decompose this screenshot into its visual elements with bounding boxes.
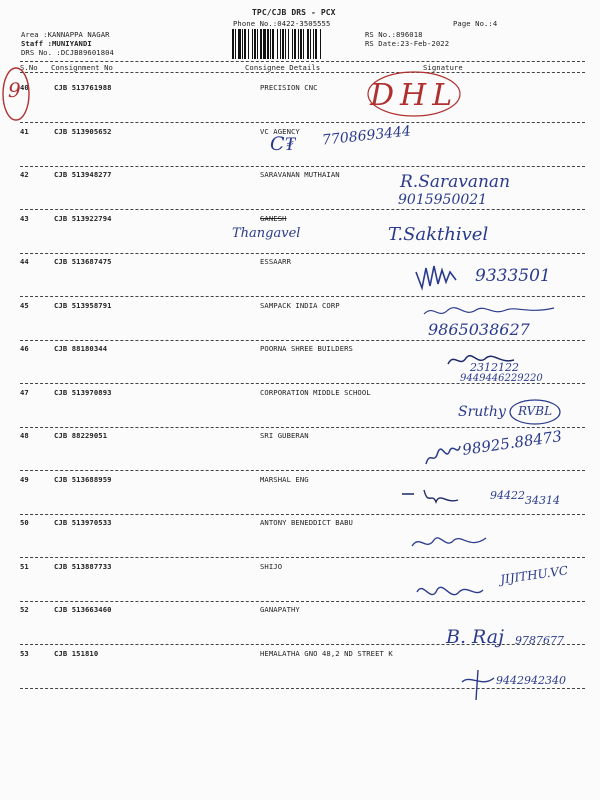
row-serial-number: 41 [20, 127, 29, 136]
row-consignee: ANTONY BENEDDICT BABU [260, 518, 353, 527]
page-number: Page No.:4 [453, 19, 498, 28]
row43-signature: T.Sakthivel [388, 224, 489, 245]
row-consignee: POORNA SHREE BUILDERS [260, 344, 353, 353]
row-consignment-number: CJB 513970533 [54, 518, 112, 527]
column-header-sno: S.No [20, 63, 38, 72]
row-divider [20, 166, 585, 167]
row-divider [20, 557, 585, 558]
staff-field: Staff :MUNIYANDI [21, 39, 92, 48]
row-divider [20, 601, 585, 602]
row-consignment-number: CJB 513958791 [54, 301, 112, 310]
row44-number: 9333501 [475, 266, 551, 286]
row-consignee: ESSAARR [260, 257, 291, 266]
row48-number: 98925.88473 [461, 427, 563, 459]
phone-number: Phone No.:0422-3505555 [233, 19, 331, 28]
row-divider [20, 470, 585, 471]
row-consignee: HEMALATHA GNO 48,2 ND STREET K [260, 649, 393, 658]
row-consignee: VC AGENCY [260, 127, 300, 136]
rs-date: RS Date:23-Feb-2022 [365, 39, 450, 48]
row-consignee: SHIJO [260, 562, 283, 571]
circled-count: 9 [8, 78, 21, 102]
row41-phone: 7708693444 [321, 123, 412, 149]
rs-number: RS No.:896018 [365, 30, 423, 39]
drs-number: DRS No. :DCJB89601804 [21, 48, 114, 57]
row-serial-number: 43 [20, 214, 29, 223]
row-consignment-number: CJB 513761988 [54, 83, 112, 92]
row-serial-number: 49 [20, 475, 29, 484]
row-consignment-number: CJB 513663460 [54, 605, 112, 614]
row-serial-number: 53 [20, 649, 29, 658]
row51-signature-text: JIJITHU.VC [499, 563, 569, 587]
row50-signature-scribble [410, 528, 490, 556]
barcode-icon [231, 29, 358, 59]
row-serial-number: 48 [20, 431, 29, 440]
row41-initials: C₮ [270, 133, 296, 155]
row-divider [20, 427, 585, 428]
row-serial-number: 45 [20, 301, 29, 310]
row53-signature-scribble [458, 668, 498, 702]
row-consignment-number: CJB 88229051 [54, 431, 108, 440]
row-consignee: PRECISION CNC [260, 83, 318, 92]
row-serial-number: 46 [20, 344, 29, 353]
row48-signature-scribble [424, 440, 462, 470]
row-consignee: GANAPATHY [260, 605, 300, 614]
row49-number2: 34314 [525, 494, 560, 507]
row-consignee: GANESH [260, 214, 287, 223]
row-serial-number: 44 [20, 257, 29, 266]
column-header-divider [20, 72, 585, 73]
row-consignment-number: CJB 151810 [54, 649, 99, 658]
row47-signature: Sruthy [458, 404, 506, 420]
row-divider [20, 253, 585, 254]
area-field: Area :KANNAPPA NAGAR [21, 30, 110, 39]
row52-number: 9787677 [515, 634, 564, 647]
row-consignment-number: CJB 513970893 [54, 388, 112, 397]
row42-number: 9015950021 [398, 192, 488, 208]
row-consignee: SAMPACK INDIA CORP [260, 301, 340, 310]
row-serial-number: 50 [20, 518, 29, 527]
row42-name: R.Saravanan [400, 172, 511, 192]
row-consignment-number: CJB 513948277 [54, 170, 112, 179]
row-divider [20, 688, 585, 689]
row-consignment-number: CJB 88180344 [54, 344, 108, 353]
row-serial-number: 40 [20, 83, 29, 92]
row46-number1: 2312122 [470, 361, 519, 374]
row-consignee: SRI GUBERAN [260, 431, 309, 440]
row52-signature: B. Raj [446, 626, 505, 648]
row-consignee: SARAVANAN MUTHAIAN [260, 170, 340, 179]
row-divider [20, 340, 585, 341]
row46-number2: 9449446229220 [460, 373, 543, 384]
row-consignee: MARSHAL ENG [260, 475, 309, 484]
row47-circled-text: RVBL [518, 404, 553, 418]
row-divider [20, 296, 585, 297]
row-serial-number: 42 [20, 170, 29, 179]
dhl-circle-mark [366, 70, 466, 120]
column-header-consignee: Consignee Details [245, 63, 321, 72]
column-header-signature: Signature [423, 63, 463, 72]
row43-name: Thangavel [232, 226, 301, 241]
row-consignment-number: CJB 513687475 [54, 257, 112, 266]
row-consignment-number: CJB 513887733 [54, 562, 112, 571]
row-consignment-number: CJB 513905652 [54, 127, 112, 136]
row-serial-number: 47 [20, 388, 29, 397]
report-title: TPC/CJB DRS - PCX [252, 8, 336, 17]
row-serial-number: 52 [20, 605, 29, 614]
row-consignment-number: CJB 513688959 [54, 475, 112, 484]
row-divider [20, 514, 585, 515]
column-header-consignment: Consignment No [51, 63, 113, 72]
row-serial-number: 51 [20, 562, 29, 571]
row45-signature-scribble [420, 302, 560, 322]
header-divider [20, 61, 585, 62]
row44-signature-scribble [414, 262, 459, 292]
row45-number: 9865038627 [428, 320, 530, 339]
dhl-handwriting: DHL [370, 78, 459, 113]
row-divider [20, 209, 585, 210]
row49-signature-scribble [400, 488, 460, 508]
row-consignee: CORPORATION MIDDLE SCHOOL [260, 388, 371, 397]
row-consignment-number: CJB 513922794 [54, 214, 112, 223]
row53-number: 9442942340 [496, 674, 566, 687]
row-divider [20, 122, 585, 123]
row51-signature-scribble [415, 578, 485, 608]
row49-number1: 94422 [490, 489, 525, 502]
